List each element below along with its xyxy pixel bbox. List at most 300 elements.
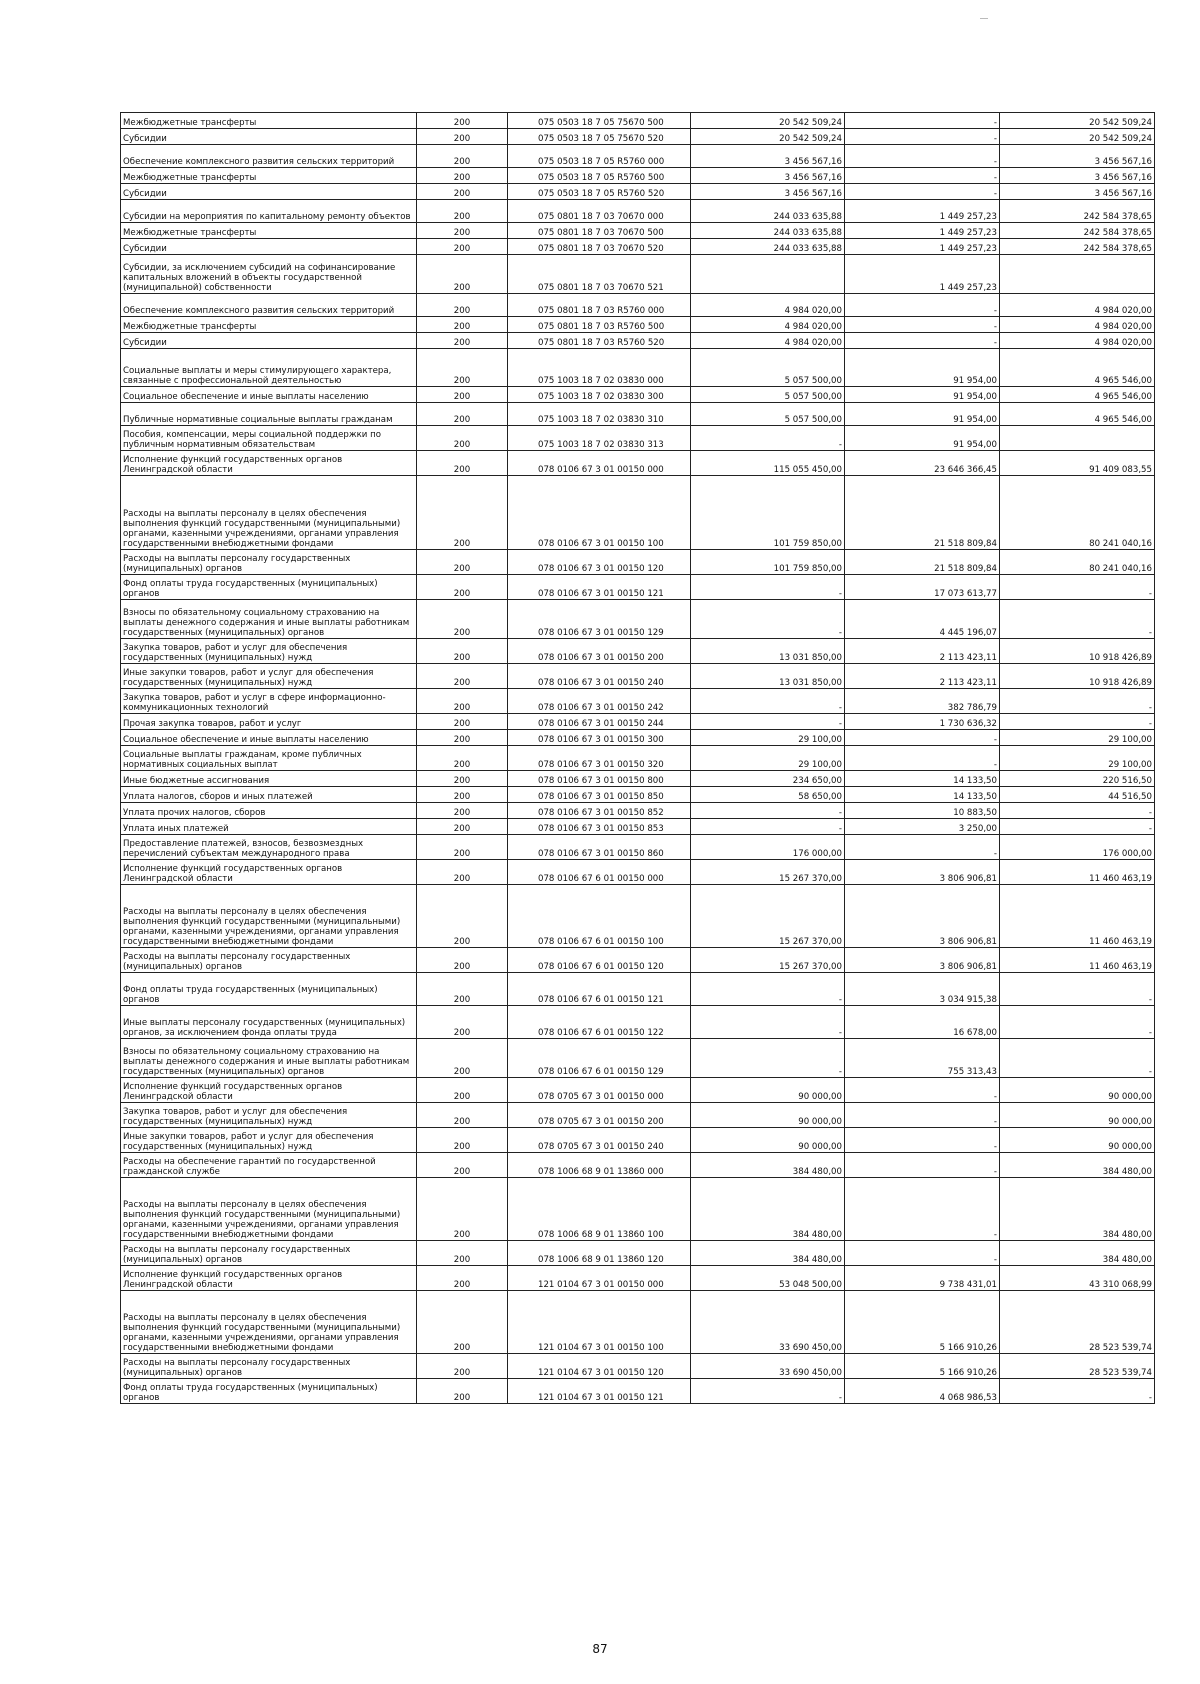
row-approved-amount-cell: -	[691, 689, 845, 714]
row-executed-amount-cell: 14 133,50	[845, 787, 1000, 803]
row-name-cell: Закупка товаров, работ и услуг в сфере информационно-коммуникационных технологий	[121, 689, 417, 714]
row-executed-amount-cell: 9 738 431,01	[845, 1266, 1000, 1291]
row-executed-amount-cell: 17 073 613,77	[845, 575, 1000, 600]
row-classification-cell: 078 0106 67 3 01 00150 800	[508, 771, 691, 787]
row-classification-cell: 078 0106 67 6 01 00150 120	[508, 948, 691, 973]
row-code-cell: 200	[417, 145, 508, 168]
row-executed-amount-cell: 4 068 986,53	[845, 1379, 1000, 1404]
row-name-cell: Закупка товаров, работ и услуг для обеспечения государственных (муниципальных) нужд	[121, 1103, 417, 1128]
row-approved-amount-cell: 33 690 450,00	[691, 1354, 845, 1379]
row-classification-cell: 075 0801 18 7 03 70670 500	[508, 223, 691, 239]
row-unexecuted-amount-cell: 4 984 020,00	[1000, 333, 1155, 349]
row-executed-amount-cell: -	[845, 1241, 1000, 1266]
row-approved-amount-cell: 101 759 850,00	[691, 476, 845, 550]
row-executed-amount-cell: 382 786,79	[845, 689, 1000, 714]
row-classification-cell: 121 0104 67 3 01 00150 121	[508, 1379, 691, 1404]
row-approved-amount-cell: 29 100,00	[691, 730, 845, 746]
table-row	[121, 333, 1155, 349]
row-approved-amount-cell: 29 100,00	[691, 746, 845, 771]
row-executed-amount-cell: 91 954,00	[845, 403, 1000, 426]
row-classification-cell: 075 0801 18 7 03 R5760 520	[508, 333, 691, 349]
row-approved-amount-cell: 4 984 020,00	[691, 294, 845, 317]
row-code-cell: 200	[417, 746, 508, 771]
row-approved-amount-cell: -	[691, 1006, 845, 1039]
table-row	[121, 1039, 1155, 1078]
table-row	[121, 294, 1155, 317]
row-approved-amount-cell: -	[691, 426, 845, 451]
row-code-cell: 200	[417, 860, 508, 885]
row-unexecuted-amount-cell	[1000, 255, 1155, 294]
row-unexecuted-amount-cell: 90 000,00	[1000, 1103, 1155, 1128]
table-row	[121, 476, 1155, 550]
row-approved-amount-cell: 3 456 567,16	[691, 184, 845, 200]
row-approved-amount-cell: 244 033 635,88	[691, 200, 845, 223]
row-code-cell: 200	[417, 1128, 508, 1153]
row-code-cell: 200	[417, 948, 508, 973]
row-executed-amount-cell: 1 449 257,23	[845, 223, 1000, 239]
row-code-cell: 200	[417, 451, 508, 476]
row-executed-amount-cell: 21 518 809,84	[845, 476, 1000, 550]
row-unexecuted-amount-cell: 384 480,00	[1000, 1153, 1155, 1178]
row-unexecuted-amount-cell: 4 984 020,00	[1000, 294, 1155, 317]
row-name-cell: Расходы на выплаты персоналу в целях обеспечения выполнения функций государственными (муниципальными) органами, казенными учреждениями, органами управления государственными внебюджетными фондами	[121, 1291, 417, 1354]
row-executed-amount-cell: 1 449 257,23	[845, 200, 1000, 223]
row-unexecuted-amount-cell: -	[1000, 575, 1155, 600]
row-classification-cell: 078 0106 67 6 01 00150 122	[508, 1006, 691, 1039]
row-approved-amount-cell: 15 267 370,00	[691, 948, 845, 973]
table-row	[121, 200, 1155, 223]
table-row	[121, 403, 1155, 426]
row-code-cell: 200	[417, 1078, 508, 1103]
row-classification-cell: 075 0801 18 7 03 R5760 000	[508, 294, 691, 317]
row-executed-amount-cell: -	[845, 317, 1000, 333]
row-name-cell: Обеспечение комплексного развития сельских территорий	[121, 294, 417, 317]
row-code-cell: 200	[417, 973, 508, 1006]
row-unexecuted-amount-cell: 4 965 546,00	[1000, 349, 1155, 387]
row-approved-amount-cell: 176 000,00	[691, 835, 845, 860]
row-code-cell: 200	[417, 550, 508, 575]
row-classification-cell: 075 1003 18 7 02 03830 313	[508, 426, 691, 451]
row-classification-cell: 075 0503 18 7 05 R5760 500	[508, 168, 691, 184]
page-number: 87	[592, 1642, 608, 1656]
row-unexecuted-amount-cell: -	[1000, 600, 1155, 639]
table-row	[121, 255, 1155, 294]
row-executed-amount-cell: 3 806 906,81	[845, 860, 1000, 885]
row-executed-amount-cell: 4 445 196,07	[845, 600, 1000, 639]
row-unexecuted-amount-cell: 4 965 546,00	[1000, 403, 1155, 426]
row-name-cell: Социальное обеспечение и иные выплаты населению	[121, 730, 417, 746]
row-executed-amount-cell: 5 166 910,26	[845, 1291, 1000, 1354]
row-approved-amount-cell: 15 267 370,00	[691, 860, 845, 885]
row-code-cell: 200	[417, 294, 508, 317]
row-classification-cell: 078 0106 67 6 01 00150 129	[508, 1039, 691, 1078]
row-executed-amount-cell: 5 166 910,26	[845, 1354, 1000, 1379]
row-code-cell: 200	[417, 1354, 508, 1379]
row-executed-amount-cell: -	[845, 1078, 1000, 1103]
row-name-cell: Межбюджетные трансферты	[121, 113, 417, 129]
row-unexecuted-amount-cell: 28 523 539,74	[1000, 1291, 1155, 1354]
table-row	[121, 1241, 1155, 1266]
row-unexecuted-amount-cell: 176 000,00	[1000, 835, 1155, 860]
row-executed-amount-cell: 3 250,00	[845, 819, 1000, 835]
row-approved-amount-cell: 90 000,00	[691, 1103, 845, 1128]
row-unexecuted-amount-cell: 90 000,00	[1000, 1078, 1155, 1103]
row-classification-cell: 078 0106 67 3 01 00150 853	[508, 819, 691, 835]
table-row	[121, 787, 1155, 803]
row-name-cell: Субсидии	[121, 239, 417, 255]
row-name-cell: Расходы на обеспечение гарантий по государственной гражданской службе	[121, 1153, 417, 1178]
row-executed-amount-cell: 3 034 915,38	[845, 973, 1000, 1006]
table-row	[121, 1153, 1155, 1178]
row-unexecuted-amount-cell: 80 241 040,16	[1000, 476, 1155, 550]
row-approved-amount-cell: -	[691, 1379, 845, 1404]
row-classification-cell: 078 0705 67 3 01 00150 000	[508, 1078, 691, 1103]
row-name-cell: Расходы на выплаты персоналу в целях обеспечения выполнения функций государственными (муниципальными) органами, казенными учреждениями, органами управления государственными внебюджетными фондами	[121, 476, 417, 550]
table-body	[121, 113, 1155, 1404]
row-code-cell: 200	[417, 730, 508, 746]
row-name-cell: Межбюджетные трансферты	[121, 168, 417, 184]
row-classification-cell: 078 0106 67 3 01 00150 300	[508, 730, 691, 746]
row-unexecuted-amount-cell	[1000, 426, 1155, 451]
row-approved-amount-cell: -	[691, 714, 845, 730]
row-executed-amount-cell: -	[845, 835, 1000, 860]
row-code-cell: 200	[417, 835, 508, 860]
table-row	[121, 575, 1155, 600]
row-code-cell: 200	[417, 1006, 508, 1039]
row-unexecuted-amount-cell: 43 310 068,99	[1000, 1266, 1155, 1291]
row-executed-amount-cell: 23 646 366,45	[845, 451, 1000, 476]
row-executed-amount-cell: 755 313,43	[845, 1039, 1000, 1078]
row-unexecuted-amount-cell: 11 460 463,19	[1000, 948, 1155, 973]
table-row	[121, 113, 1155, 129]
table-row	[121, 1354, 1155, 1379]
row-unexecuted-amount-cell: 20 542 509,24	[1000, 129, 1155, 145]
row-classification-cell: 078 0106 67 3 01 00150 242	[508, 689, 691, 714]
table-row	[121, 1178, 1155, 1241]
row-unexecuted-amount-cell: 3 456 567,16	[1000, 168, 1155, 184]
row-unexecuted-amount-cell: 3 456 567,16	[1000, 184, 1155, 200]
row-classification-cell: 078 0106 67 6 01 00150 121	[508, 973, 691, 1006]
table-row	[121, 803, 1155, 819]
table-row	[121, 819, 1155, 835]
row-classification-cell: 078 0106 67 3 01 00150 129	[508, 600, 691, 639]
row-name-cell: Исполнение функций государственных органов Ленинградской области	[121, 1266, 417, 1291]
row-code-cell: 200	[417, 885, 508, 948]
row-executed-amount-cell: 21 518 809,84	[845, 550, 1000, 575]
row-unexecuted-amount-cell: 20 542 509,24	[1000, 113, 1155, 129]
row-name-cell: Уплата налогов, сборов и иных платежей	[121, 787, 417, 803]
row-name-cell: Расходы на выплаты персоналу государственных (муниципальных) органов	[121, 1241, 417, 1266]
table-row	[121, 835, 1155, 860]
row-classification-cell: 078 0106 67 3 01 00150 100	[508, 476, 691, 550]
table-row	[121, 948, 1155, 973]
row-executed-amount-cell: -	[845, 129, 1000, 145]
row-approved-amount-cell: 3 456 567,16	[691, 145, 845, 168]
row-executed-amount-cell: 2 113 423,11	[845, 639, 1000, 664]
row-approved-amount-cell: 4 984 020,00	[691, 317, 845, 333]
row-classification-cell: 075 0801 18 7 03 70670 520	[508, 239, 691, 255]
table-row	[121, 349, 1155, 387]
row-name-cell: Уплата прочих налогов, сборов	[121, 803, 417, 819]
row-approved-amount-cell: 13 031 850,00	[691, 664, 845, 689]
row-code-cell: 200	[417, 255, 508, 294]
table-row	[121, 426, 1155, 451]
row-executed-amount-cell: -	[845, 1153, 1000, 1178]
row-classification-cell: 078 0106 67 3 01 00150 200	[508, 639, 691, 664]
row-executed-amount-cell: 14 133,50	[845, 771, 1000, 787]
row-classification-cell: 078 0705 67 3 01 00150 200	[508, 1103, 691, 1128]
row-classification-cell: 078 0106 67 6 01 00150 000	[508, 860, 691, 885]
row-classification-cell: 078 1006 68 9 01 13860 000	[508, 1153, 691, 1178]
row-name-cell: Субсидии на мероприятия по капитальному ремонту объектов	[121, 200, 417, 223]
row-classification-cell: 075 0503 18 7 05 75670 520	[508, 129, 691, 145]
row-code-cell: 200	[417, 771, 508, 787]
table-row	[121, 973, 1155, 1006]
row-name-cell: Расходы на выплаты персоналу государственных (муниципальных) органов	[121, 550, 417, 575]
row-classification-cell: 078 1006 68 9 01 13860 100	[508, 1178, 691, 1241]
row-unexecuted-amount-cell: 384 480,00	[1000, 1241, 1155, 1266]
row-unexecuted-amount-cell: -	[1000, 689, 1155, 714]
row-executed-amount-cell: 16 678,00	[845, 1006, 1000, 1039]
row-approved-amount-cell: 53 048 500,00	[691, 1266, 845, 1291]
row-executed-amount-cell: 91 954,00	[845, 387, 1000, 403]
row-name-cell: Фонд оплаты труда государственных (муниципальных) органов	[121, 575, 417, 600]
row-executed-amount-cell: -	[845, 145, 1000, 168]
row-classification-cell: 075 0801 18 7 03 70670 000	[508, 200, 691, 223]
row-name-cell: Публичные нормативные социальные выплаты гражданам	[121, 403, 417, 426]
row-code-cell: 200	[417, 1178, 508, 1241]
row-code-cell: 200	[417, 689, 508, 714]
row-executed-amount-cell: -	[845, 730, 1000, 746]
row-executed-amount-cell: 91 954,00	[845, 426, 1000, 451]
row-code-cell: 200	[417, 819, 508, 835]
row-classification-cell: 075 1003 18 7 02 03830 300	[508, 387, 691, 403]
row-name-cell: Социальное обеспечение и иные выплаты населению	[121, 387, 417, 403]
row-classification-cell: 078 0106 67 3 01 00150 850	[508, 787, 691, 803]
row-approved-amount-cell: -	[691, 600, 845, 639]
row-executed-amount-cell: 10 883,50	[845, 803, 1000, 819]
table-row	[121, 387, 1155, 403]
row-name-cell: Расходы на выплаты персоналу в целях обеспечения выполнения функций государственными (муниципальными) органами, казенными учреждениями, органами управления государственными внебюджетными фондами	[121, 1178, 417, 1241]
row-executed-amount-cell: -	[845, 333, 1000, 349]
table-row	[121, 145, 1155, 168]
row-code-cell: 200	[417, 1103, 508, 1128]
table-row	[121, 168, 1155, 184]
row-unexecuted-amount-cell: 10 918 426,89	[1000, 664, 1155, 689]
row-name-cell: Расходы на выплаты персоналу в целях обеспечения выполнения функций государственными (муниципальными) органами, казенными учреждениями, органами управления государственными внебюджетными фондами	[121, 885, 417, 948]
row-approved-amount-cell: -	[691, 575, 845, 600]
row-executed-amount-cell: -	[845, 1178, 1000, 1241]
row-approved-amount-cell: 33 690 450,00	[691, 1291, 845, 1354]
row-approved-amount-cell: -	[691, 819, 845, 835]
row-name-cell: Расходы на выплаты персоналу государственных (муниципальных) органов	[121, 1354, 417, 1379]
row-name-cell: Пособия, компенсации, меры социальной поддержки по публичным нормативным обязательствам	[121, 426, 417, 451]
row-code-cell: 200	[417, 333, 508, 349]
row-approved-amount-cell: 384 480,00	[691, 1178, 845, 1241]
row-name-cell: Исполнение функций государственных органов Ленинградской области	[121, 860, 417, 885]
row-unexecuted-amount-cell: 44 516,50	[1000, 787, 1155, 803]
row-unexecuted-amount-cell: 4 965 546,00	[1000, 387, 1155, 403]
row-name-cell: Иные бюджетные ассигнования	[121, 771, 417, 787]
row-unexecuted-amount-cell: 11 460 463,19	[1000, 860, 1155, 885]
row-name-cell: Социальные выплаты гражданам, кроме публичных нормативных социальных выплат	[121, 746, 417, 771]
table-row	[121, 1291, 1155, 1354]
row-name-cell: Межбюджетные трансферты	[121, 223, 417, 239]
row-classification-cell: 078 0106 67 3 01 00150 852	[508, 803, 691, 819]
row-executed-amount-cell: 1 449 257,23	[845, 255, 1000, 294]
row-classification-cell: 075 0503 18 7 05 R5760 520	[508, 184, 691, 200]
row-name-cell: Межбюджетные трансферты	[121, 317, 417, 333]
row-approved-amount-cell: 15 267 370,00	[691, 885, 845, 948]
row-approved-amount-cell: 101 759 850,00	[691, 550, 845, 575]
row-code-cell: 200	[417, 803, 508, 819]
row-approved-amount-cell: 4 984 020,00	[691, 333, 845, 349]
row-approved-amount-cell: 5 057 500,00	[691, 387, 845, 403]
row-code-cell: 200	[417, 1379, 508, 1404]
row-code-cell: 200	[417, 403, 508, 426]
row-classification-cell: 078 0106 67 3 01 00150 320	[508, 746, 691, 771]
row-name-cell: Исполнение функций государственных органов Ленинградской области	[121, 451, 417, 476]
table-row	[121, 1128, 1155, 1153]
table-row	[121, 730, 1155, 746]
row-unexecuted-amount-cell: 242 584 378,65	[1000, 239, 1155, 255]
table-row	[121, 860, 1155, 885]
row-name-cell: Субсидии, за исключением субсидий на софинансирование капитальных вложений в объекты государственной (муниципальной) собственности	[121, 255, 417, 294]
table-row	[121, 223, 1155, 239]
table-row	[121, 639, 1155, 664]
row-name-cell: Фонд оплаты труда государственных (муниципальных) органов	[121, 973, 417, 1006]
row-code-cell: 200	[417, 1291, 508, 1354]
row-approved-amount-cell: -	[691, 973, 845, 1006]
row-approved-amount-cell: 5 057 500,00	[691, 403, 845, 426]
row-name-cell: Исполнение функций государственных органов Ленинградской области	[121, 1078, 417, 1103]
row-name-cell: Субсидии	[121, 129, 417, 145]
row-code-cell: 200	[417, 426, 508, 451]
row-code-cell: 200	[417, 639, 508, 664]
row-approved-amount-cell: 3 456 567,16	[691, 168, 845, 184]
row-classification-cell: 078 0106 67 3 01 00150 860	[508, 835, 691, 860]
row-unexecuted-amount-cell: 10 918 426,89	[1000, 639, 1155, 664]
row-classification-cell: 078 0106 67 6 01 00150 100	[508, 885, 691, 948]
row-code-cell: 200	[417, 714, 508, 730]
row-classification-cell: 121 0104 67 3 01 00150 100	[508, 1291, 691, 1354]
row-classification-cell: 078 0705 67 3 01 00150 240	[508, 1128, 691, 1153]
row-name-cell: Иные закупки товаров, работ и услуг для обеспечения государственных (муниципальных) нужд	[121, 664, 417, 689]
row-approved-amount-cell: 244 033 635,88	[691, 239, 845, 255]
row-unexecuted-amount-cell: 242 584 378,65	[1000, 223, 1155, 239]
row-approved-amount-cell: 234 650,00	[691, 771, 845, 787]
row-approved-amount-cell: 384 480,00	[691, 1153, 845, 1178]
row-approved-amount-cell: 20 542 509,24	[691, 113, 845, 129]
row-code-cell: 200	[417, 1266, 508, 1291]
table-row	[121, 1266, 1155, 1291]
row-executed-amount-cell: 3 806 906,81	[845, 885, 1000, 948]
row-name-cell: Закупка товаров, работ и услуг для обеспечения государственных (муниципальных) нужд	[121, 639, 417, 664]
row-code-cell: 200	[417, 664, 508, 689]
table-row	[121, 689, 1155, 714]
row-name-cell: Субсидии	[121, 184, 417, 200]
row-code-cell: 200	[417, 787, 508, 803]
row-unexecuted-amount-cell: 91 409 083,55	[1000, 451, 1155, 476]
budget-execution-table	[120, 112, 1155, 1404]
row-unexecuted-amount-cell: 29 100,00	[1000, 730, 1155, 746]
table-row	[121, 600, 1155, 639]
row-code-cell: 200	[417, 476, 508, 550]
row-unexecuted-amount-cell: -	[1000, 1006, 1155, 1039]
table-row	[121, 1006, 1155, 1039]
row-code-cell: 200	[417, 113, 508, 129]
table-row	[121, 1103, 1155, 1128]
row-code-cell: 200	[417, 317, 508, 333]
row-approved-amount-cell: 384 480,00	[691, 1241, 845, 1266]
row-code-cell: 200	[417, 1241, 508, 1266]
row-name-cell: Социальные выплаты и меры стимулирующего характера, связанные с профессиональной деятельностью	[121, 349, 417, 387]
row-executed-amount-cell: -	[845, 1128, 1000, 1153]
row-code-cell: 200	[417, 239, 508, 255]
row-approved-amount-cell: 5 057 500,00	[691, 349, 845, 387]
row-classification-cell: 075 0503 18 7 05 R5760 000	[508, 145, 691, 168]
row-unexecuted-amount-cell: 80 241 040,16	[1000, 550, 1155, 575]
row-classification-cell: 078 1006 68 9 01 13860 120	[508, 1241, 691, 1266]
row-name-cell: Прочая закупка товаров, работ и услуг	[121, 714, 417, 730]
row-unexecuted-amount-cell: 29 100,00	[1000, 746, 1155, 771]
row-unexecuted-amount-cell: 220 516,50	[1000, 771, 1155, 787]
row-name-cell: Взносы по обязательному социальному страхованию на выплаты денежного содержания и иные выплаты работникам государственных (муниципальных) органов	[121, 600, 417, 639]
row-executed-amount-cell: 91 954,00	[845, 349, 1000, 387]
row-name-cell: Обеспечение комплексного развития сельских территорий	[121, 145, 417, 168]
row-executed-amount-cell: -	[845, 1103, 1000, 1128]
row-classification-cell: 078 0106 67 3 01 00150 120	[508, 550, 691, 575]
row-unexecuted-amount-cell: 242 584 378,65	[1000, 200, 1155, 223]
table-row	[121, 714, 1155, 730]
row-classification-cell: 075 0801 18 7 03 R5760 500	[508, 317, 691, 333]
table-row	[121, 129, 1155, 145]
row-executed-amount-cell: 3 806 906,81	[845, 948, 1000, 973]
table-row	[121, 771, 1155, 787]
row-classification-cell: 075 1003 18 7 02 03830 310	[508, 403, 691, 426]
table-row	[121, 746, 1155, 771]
row-approved-amount-cell: 58 650,00	[691, 787, 845, 803]
row-executed-amount-cell: -	[845, 113, 1000, 129]
row-unexecuted-amount-cell: 384 480,00	[1000, 1178, 1155, 1241]
row-unexecuted-amount-cell: -	[1000, 1039, 1155, 1078]
row-unexecuted-amount-cell: 28 523 539,74	[1000, 1354, 1155, 1379]
row-unexecuted-amount-cell: 90 000,00	[1000, 1128, 1155, 1153]
row-executed-amount-cell: 1 730 636,32	[845, 714, 1000, 730]
row-classification-cell: 121 0104 67 3 01 00150 120	[508, 1354, 691, 1379]
row-approved-amount-cell: -	[691, 803, 845, 819]
row-unexecuted-amount-cell: -	[1000, 714, 1155, 730]
row-code-cell: 200	[417, 600, 508, 639]
row-classification-cell: 075 0503 18 7 05 75670 500	[508, 113, 691, 129]
row-approved-amount-cell: 13 031 850,00	[691, 639, 845, 664]
table-row	[121, 550, 1155, 575]
row-approved-amount-cell: 90 000,00	[691, 1078, 845, 1103]
row-name-cell: Уплата иных платежей	[121, 819, 417, 835]
row-classification-cell: 121 0104 67 3 01 00150 000	[508, 1266, 691, 1291]
table-row	[121, 664, 1155, 689]
row-executed-amount-cell: -	[845, 184, 1000, 200]
table-row	[121, 1379, 1155, 1404]
row-unexecuted-amount-cell: 4 984 020,00	[1000, 317, 1155, 333]
scan-artifact	[980, 18, 988, 19]
row-classification-cell: 078 0106 67 3 01 00150 121	[508, 575, 691, 600]
row-classification-cell: 078 0106 67 3 01 00150 240	[508, 664, 691, 689]
row-code-cell: 200	[417, 129, 508, 145]
row-unexecuted-amount-cell: -	[1000, 819, 1155, 835]
row-unexecuted-amount-cell: 11 460 463,19	[1000, 885, 1155, 948]
row-code-cell: 200	[417, 200, 508, 223]
